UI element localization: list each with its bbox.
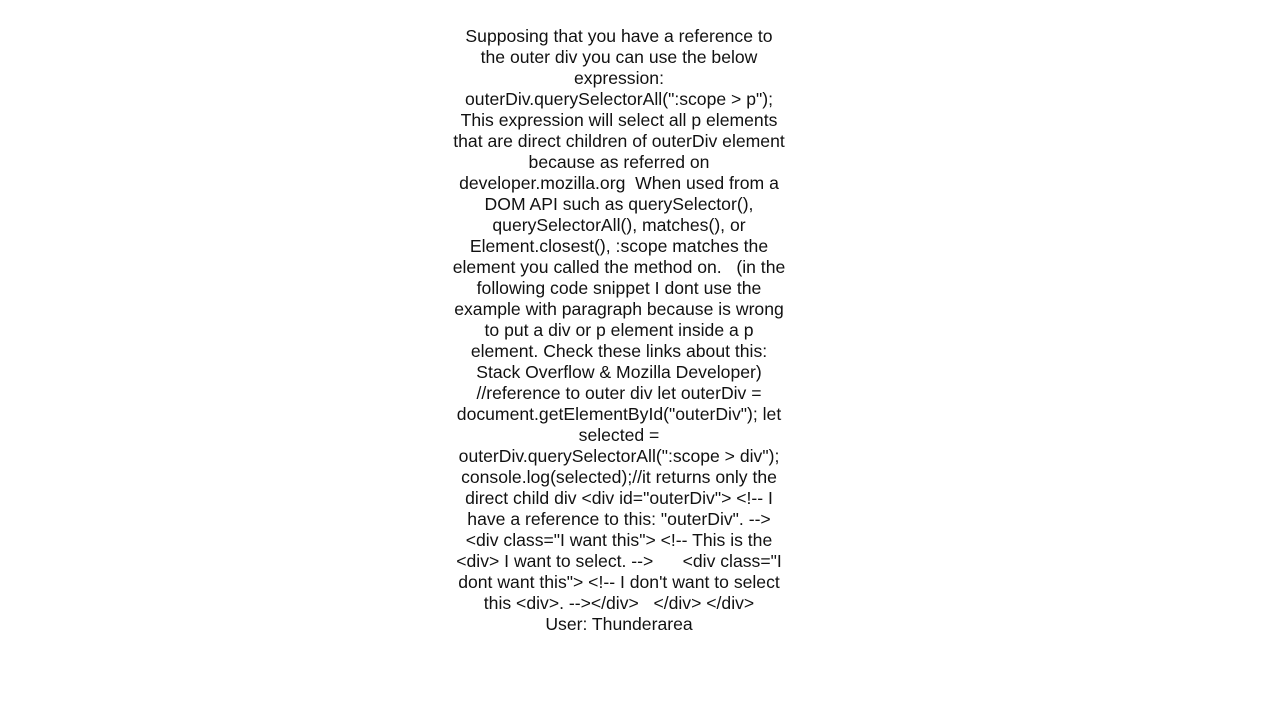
answer-text: Supposing that you have a reference to the outer div you can use the below expression: outerDiv.querySelectorAll(":scope > p"); This expression will select all p elements that are direct children of outerDiv element because as referred on developer.mozilla.org When used from a DOM API such as querySelector(), querySelectorAll(), matches(), or Element.closest(), :scope matches the element you called the method on. (in the following code snippet I dont use the example with paragraph because is wrong to put a div or p element inside a p element. Check these links about this: Stack Overflow & Mozilla Developer) //reference to outer div let outerDiv = document.getElementById("outerDiv"); let selected = outerDiv.querySelectorAll(":scope > div"); console.log(selected);//it returns only the direct child div <div id="outerDiv"> <!-- I have a reference to this: "outerDiv". --> <div class="I want this"> <!-- This is the <div> I want to select. --> <div class="I dont want this"> <!-- I don't want to select this <div>. --></div> </div> </div> User: Thunderarea	[452, 26, 791, 634]
